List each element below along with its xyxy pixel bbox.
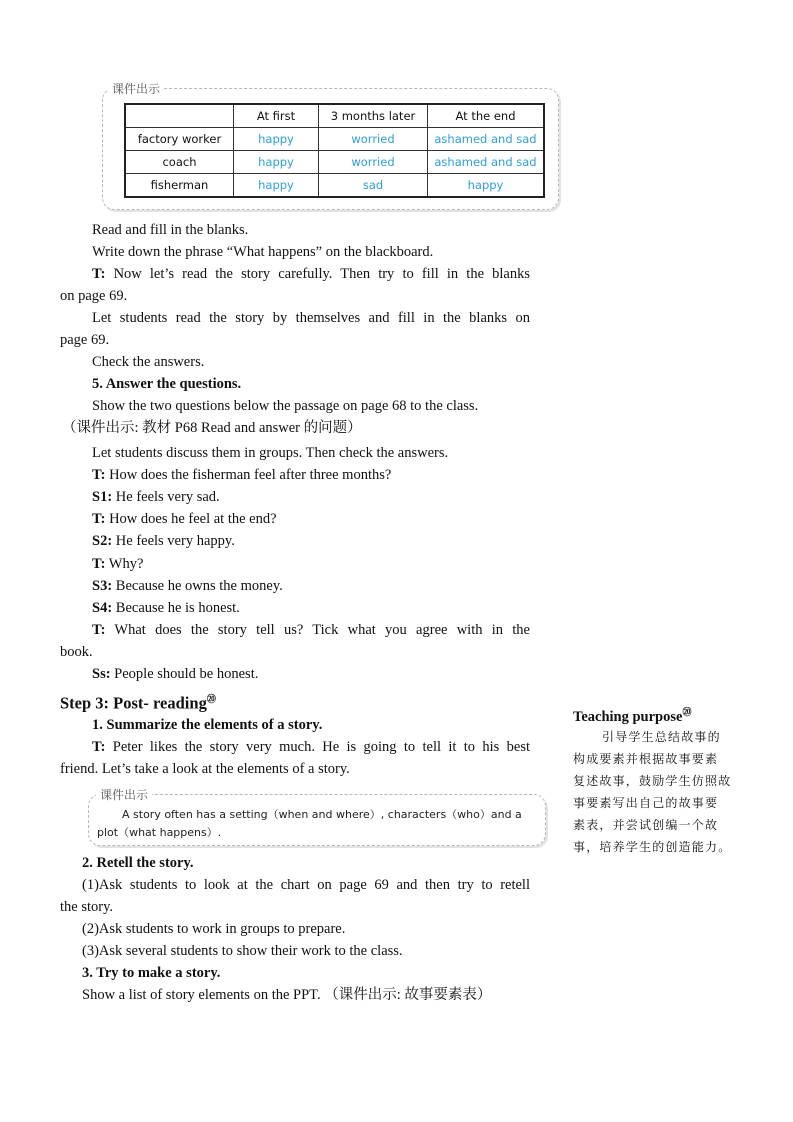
table-header-row [125,104,544,128]
speaker: Ss: [92,666,111,682]
table-cell: worried [319,151,428,174]
line-text: Because he owns the money. [112,578,283,594]
line-text: Because he is honest. [112,600,240,616]
step-title-text: Step 3: Post- reading [60,693,207,713]
line-text: He feels very sad. [112,489,220,505]
courseware-text: plot（what happens）. [97,826,222,839]
section-heading: 2. Retell the story. [82,855,194,871]
line-text: Peter likes the story very much. He is going to tell it to his best [105,739,530,755]
table-header: 3 months later [319,104,428,128]
table-cell: happy [428,174,545,198]
dialogue-line [92,510,277,528]
body-line: Read and fill in the blanks. [92,222,249,238]
table-row [125,128,544,151]
speaker: T: [92,622,106,638]
speaker: S2: [92,533,113,549]
sidebar-line: 构成要素并根据故事要素 [573,752,719,766]
table-cell: ashamed and sad [428,151,545,174]
line-text: What does the story tell us? Tick what you agree with in the [105,622,530,638]
line-text: Now let’s read the story carefully. Then try to fill in the blanks [105,266,530,282]
dialogue-line [92,555,143,573]
body-line: the story. [60,899,114,915]
table-cell: worried [319,128,428,151]
body-line: book. [60,644,93,660]
section-heading: 3. Try to make a story. [82,965,221,981]
row-label: factory worker [125,128,234,151]
section-heading: 5. Answer the questions. [92,376,242,392]
table-header: At the end [428,104,545,128]
table-row [125,174,544,198]
table-cell: happy [234,151,319,174]
table-header: At first [234,104,319,128]
speaker: S4: [92,600,113,616]
speaker: T: [92,511,106,527]
table-header [125,104,234,128]
dialogue-line [92,466,391,484]
speaker: T: [92,467,106,483]
dialogue-line [92,599,240,617]
sidebar-line: 事，培养学生的创造能力。 [573,840,732,854]
sidebar-line: 引导学生总结故事的 [602,730,721,744]
table-row [125,151,544,174]
sidebar-line: 复述故事，鼓励学生仿照故 [573,774,732,788]
body-line: Show a list of story elements on the PPT. （课件出示: 故事要素表） [82,987,492,1003]
dialogue-line [92,488,220,506]
line-text: How does he feel at the end? [105,511,277,527]
line-text: Why? [105,556,144,572]
line-text: He feels very happy. [112,533,235,549]
line-text: People should be honest. [110,666,259,682]
row-label: fisherman [125,174,234,198]
speaker: T: [92,266,106,282]
line-text: How does the fisherman feel after three months? [105,467,392,483]
body-line: page 69. [60,332,110,348]
dialogue-line [92,621,530,639]
sidebar-line: 素表，并尝试创编一个故 [573,818,719,832]
footnote-mark: ⑳ [206,694,216,704]
speaker: T: [92,556,106,572]
speaker: S1: [92,489,113,505]
courseware-label: 课件出示 [96,786,152,803]
emotion-table [124,103,545,198]
table-cell: sad [319,174,428,198]
courseware-note: （课件出示: 教材 P68 Read and answer 的问题） [62,420,362,436]
body-line: Check the answers. [92,354,205,370]
body-line: on page 69. [60,288,128,304]
dialogue-line [92,577,283,595]
body-line: Let students discuss them in groups. Then check the answers. [92,445,449,461]
body-line: (1)Ask students to look at the chart on page 69 and then try to retell [82,877,530,893]
sidebar-title [573,705,691,726]
body-line: Write down the phrase “What happens” on the blackboard. [92,244,434,260]
table-cell: ashamed and sad [428,128,545,151]
footnote-mark: ⑳ [682,707,692,717]
table-cell: happy [234,128,319,151]
speaker: T: [92,739,106,755]
dialogue-line [92,532,235,550]
body-line: Let students read the story by themselves and fill in the blanks on [92,310,530,326]
body-line: (2)Ask students to work in groups to prepare. [82,921,346,937]
step-title [60,690,216,713]
table-cell: happy [234,174,319,198]
courseware-label: 课件出示 [108,80,164,97]
body-line: (3)Ask several students to show their work to the class. [82,943,403,959]
body-line [92,738,530,756]
speaker: S3: [92,578,113,594]
section-heading: 1. Summarize the elements of a story. [92,717,323,733]
sidebar-title-text: Teaching purpose [573,708,683,725]
body-line [92,265,530,283]
sidebar-line: 事要素写出自己的故事要 [573,796,719,810]
row-label: coach [125,151,234,174]
dialogue-line [92,665,258,683]
body-line: friend. Let’s take a look at the elements of a story. [60,761,350,777]
courseware-text: A story often has a setting（when and where）, characters（who）and a [122,808,522,821]
body-line: Show the two questions below the passage on page 68 to the class. [92,398,479,414]
